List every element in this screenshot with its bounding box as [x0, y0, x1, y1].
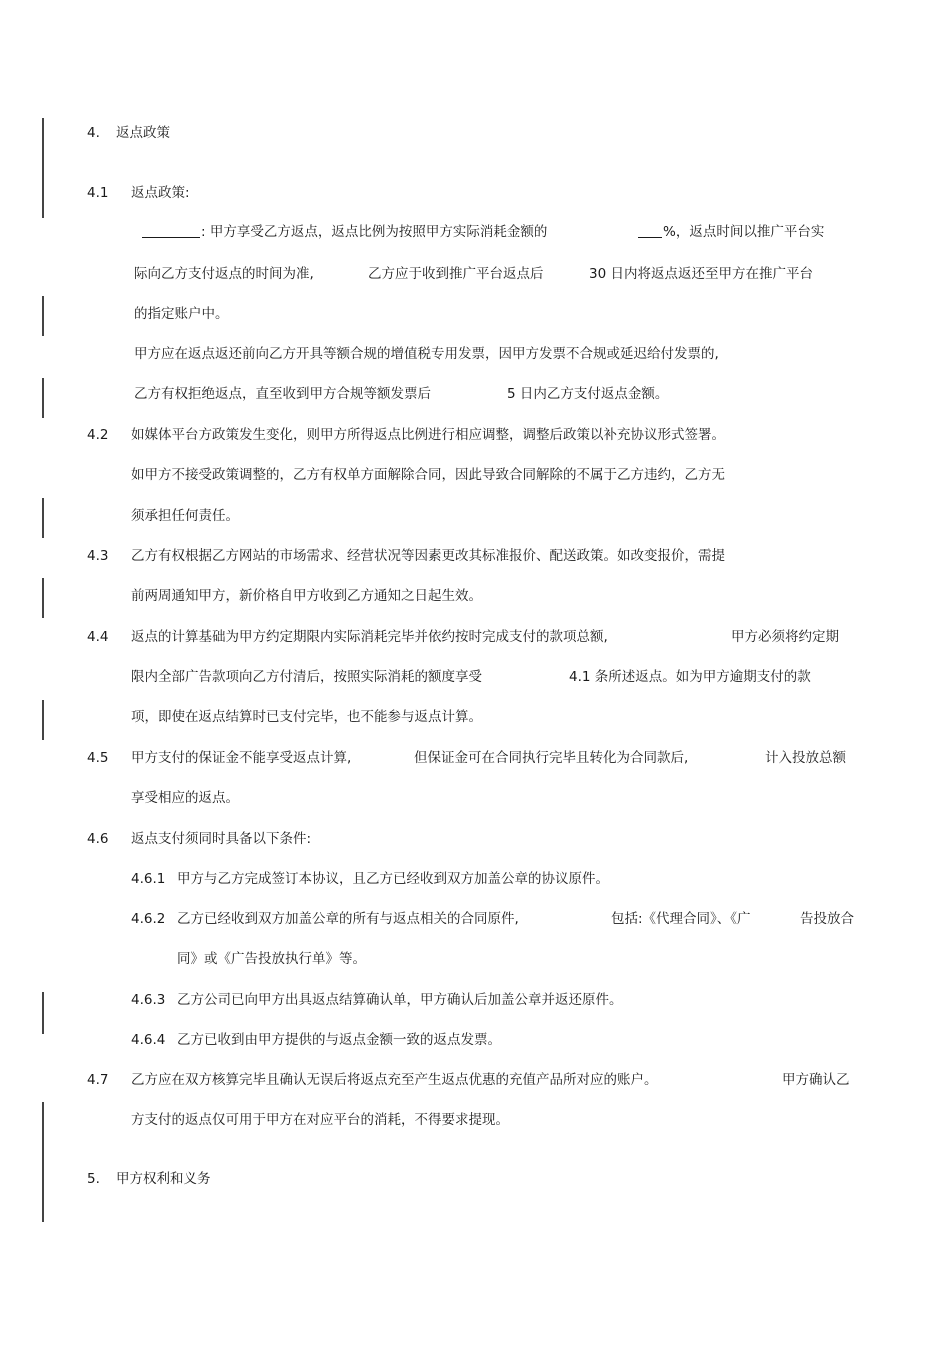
subclause-text: 告投放合	[800, 911, 854, 927]
blank-underline	[142, 223, 200, 243]
margin-bar	[42, 378, 44, 418]
clause-text: 30 日内将返点返还至甲方在推广平台	[589, 266, 813, 282]
margin-bar	[42, 296, 44, 336]
clause-number: 4.3	[87, 548, 109, 564]
subclause-text: 乙方公司已向甲方出具返点结算确认单，甲方确认后加盖公章并返还原件。	[177, 992, 623, 1008]
clause-text: 如媒体平台方政策发生变化，则甲方所得返点比例进行相应调整，调整后政策以补充协议形式签署。	[131, 427, 725, 443]
clause-text: 的指定账户中。	[134, 306, 229, 322]
clause-text: 限内全部广告款项向乙方付清后，按照实际消耗的额度享受	[131, 669, 482, 685]
margin-bar	[42, 118, 44, 218]
clause-number: 4.1	[87, 185, 109, 201]
clause-text: 乙方应于收到推广平台返点后	[368, 266, 544, 282]
clause-text: 5 日内乙方支付返点金额。	[507, 386, 669, 402]
clause-title: 返点政策:	[131, 185, 190, 201]
clause-text: 甲方确认乙	[782, 1072, 850, 1088]
clause-text: 前两周通知甲方，新价格自甲方收到乙方通知之日起生效。	[131, 588, 482, 604]
margin-bar	[42, 992, 44, 1034]
blank-underline	[638, 223, 662, 243]
clause-text: 甲方应在返点返还前向乙方开具等额合规的增值税专用发票，因甲方发票不合规或延迟给付发票的,	[134, 346, 719, 362]
section-title: 返点政策	[116, 125, 170, 141]
subclause-text: 包括:《代理合同》、《广	[611, 911, 751, 927]
clause-number: 4.2	[87, 427, 109, 443]
clause-text: : 甲方享受乙方返点，返点比例为按照甲方实际消耗金额的	[201, 224, 548, 240]
clause-text: 享受相应的返点。	[131, 790, 239, 806]
subclause-number: 4.6.4	[131, 1032, 166, 1048]
clause-text: 乙方有权拒绝返点，直至收到甲方合规等额发票后	[134, 386, 431, 402]
clause-text: 甲方支付的保证金不能享受返点计算,	[131, 750, 352, 766]
clause-number: 4.6	[87, 831, 109, 847]
margin-bar	[42, 1102, 44, 1222]
subclause-text: 乙方已经收到双方加盖公章的所有与返点相关的合同原件,	[177, 911, 519, 927]
clause-text: 乙方应在双方核算完毕且确认无误后将返点充至产生返点优惠的充值产品所对应的账户。	[131, 1072, 658, 1088]
clause-number: 4.5	[87, 750, 109, 766]
clause-number: 4.4	[87, 629, 109, 645]
clause-text: 4.1 条所述返点。如为甲方逾期支付的款	[569, 669, 811, 685]
clause-title: 返点支付须同时具备以下条件:	[131, 831, 312, 847]
clause-text: 甲方必须将约定期	[731, 629, 839, 645]
subclause-text: 乙方已收到由甲方提供的与返点金额一致的返点发票。	[177, 1032, 501, 1048]
clause-text: 项，即使在返点结算时已支付完毕，也不能参与返点计算。	[131, 709, 482, 725]
subclause-text: 同》或《广告投放执行单》等。	[177, 951, 366, 967]
margin-bar	[42, 700, 44, 740]
section-number: 5.	[87, 1171, 100, 1187]
clause-text: %，返点时间以推广平台实	[663, 224, 825, 240]
clause-text: 返点的计算基础为甲方约定期限内实际消耗完毕并依约按时完成支付的款项总额,	[131, 629, 608, 645]
subclause-number: 4.6.3	[131, 992, 166, 1008]
subclause-text: 甲方与乙方完成签订本协议，且乙方已经收到双方加盖公章的协议原件。	[177, 871, 609, 887]
section-title: 甲方权利和义务	[116, 1171, 211, 1187]
clause-text: 际向乙方支付返点的时间为准,	[134, 266, 314, 282]
subclause-number: 4.6.2	[131, 911, 166, 927]
clause-text: 方支付的返点仅可用于甲方在对应平台的消耗，不得要求提现。	[131, 1112, 509, 1128]
subclause-number: 4.6.1	[131, 871, 166, 887]
clause-number: 4.7	[87, 1072, 109, 1088]
margin-bar	[42, 498, 44, 538]
clause-text: 如甲方不接受政策调整的，乙方有权单方面解除合同，因此导致合同解除的不属于乙方违约，乙方无	[131, 467, 725, 483]
section-number: 4.	[87, 125, 100, 141]
clause-text: 但保证金可在合同执行完毕且转化为合同款后,	[414, 750, 689, 766]
clause-text: 计入投放总额	[765, 750, 846, 766]
clause-text: 须承担任何责任。	[131, 508, 239, 524]
margin-bar	[42, 578, 44, 618]
clause-text: 乙方有权根据乙方网站的市场需求、经营状况等因素更改其标准报价、配送政策。如改变报价，需提	[131, 548, 725, 564]
